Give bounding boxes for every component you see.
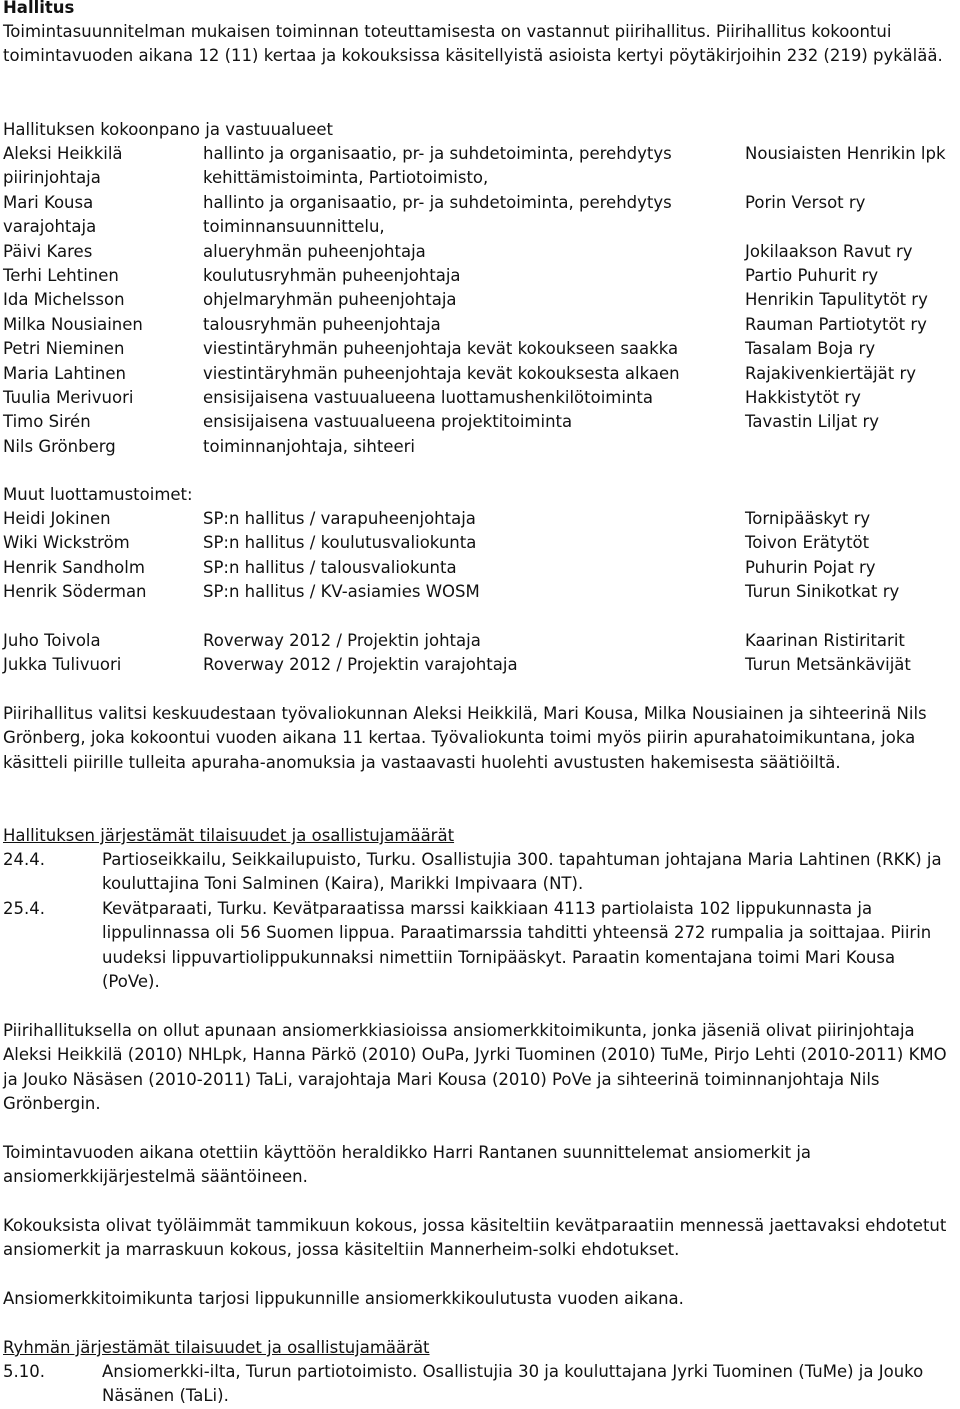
event-date: 25.4. (3, 898, 45, 918)
event-date: 24.4. (3, 850, 45, 869)
board-row (3, 337, 958, 361)
member-group: Rauman Partiotytöt ry (745, 314, 927, 334)
board-table (3, 142, 958, 459)
meetings-paragraph: Kokouksista olivat työläimmät tammikuun kokous, jossa käsiteltiin kevätparaatiin mennessä jaettavaksi ehdotetut ansiomerkit ja marraskuun kokous, jossa käsiteltiin Mannerheim-solki ehdotukset. (3, 1216, 947, 1260)
member-name: Mari Kousa (3, 192, 94, 212)
board-row (3, 191, 958, 215)
event-date: 5.10. (3, 1362, 45, 1381)
board-heading: Hallituksen kokoonpano ja vastuualueet (3, 120, 333, 139)
board-row (3, 215, 958, 239)
member-name: Terhi Lehtinen (3, 265, 119, 285)
position-row (3, 653, 958, 677)
board-row (3, 166, 958, 190)
event-item (3, 848, 958, 897)
position-row (3, 629, 958, 653)
member-role: viestintäryhmän puheenjohtaja kevät kokouksesta alkaen (203, 363, 680, 383)
member-group: Porin Versot ry (745, 192, 866, 212)
member-name: Maria Lahtinen (3, 363, 126, 383)
member-group: Turun Sinikotkat ry (745, 582, 900, 602)
member-role: koulutusryhmän puheenjohtaja (203, 265, 461, 285)
member-role: ohjelmaryhmän puheenjohtaja (203, 290, 457, 310)
member-role: toiminnanjohtaja, sihteeri (203, 436, 415, 456)
member-role: Roverway 2012 / Projektin varajohtaja (203, 655, 518, 675)
member-group: Nousiaisten Henrikin lpk (745, 144, 946, 163)
event-text: Partioseikkailu, Seikkailupuisto, Turku. Osallistujia 300. tapahtuman johtajana Maria Lahtinen (RKK) ja kouluttajina Toni Salminen (Kaira), Marikki Impivaara (NT). (102, 850, 942, 894)
board-row (3, 142, 958, 166)
member-name: Tuulia Merivuori (3, 387, 134, 407)
member-role: Roverway 2012 / Projektin johtaja (203, 631, 481, 650)
member-group: Hakkistytöt ry (745, 387, 861, 407)
member-name: Aleksi Heikkilä (3, 144, 123, 163)
group-events-list (3, 1360, 958, 1409)
member-role: SP:n hallitus / talousvaliokunta (203, 557, 457, 577)
member-role: toiminnansuunnittelu, (203, 217, 385, 237)
member-role: viestintäryhmän puheenjohtaja kevät kokoukseen saakka (203, 339, 679, 359)
member-name: Henrik Söderman (3, 582, 147, 602)
roverway-table (3, 629, 958, 678)
member-role: alueryhmän puheenjohtaja (203, 241, 426, 261)
board-row (3, 410, 958, 434)
member-name: Jukka Tulivuori (3, 655, 122, 675)
other-positions-table (3, 507, 958, 605)
position-row (3, 507, 958, 531)
member-role: talousryhmän puheenjohtaja (203, 314, 441, 334)
member-role: hallinto ja organisaatio, pr- ja suhdetoiminta, perehdytys (203, 192, 672, 212)
event-text: Kevätparaati, Turku. Kevätparaatissa marssi kaikkiaan 4113 partiolaista 102 lippukunnasta ja lippulinnassa oli 56 Suomen lippua. Paraatimarssia tahditti yhteensä 272 rumpalia ja soittajaa. Piirin uudeksi lippuvartiolippukunnaksi nimettiin Tornipääskyt. Paraatin komentajana toimi Mari Kousa (PoVe). (102, 898, 932, 992)
member-name: Juho Toivola (3, 631, 101, 650)
member-role: ensisijaisena vastuualueena luottamushenkilötoiminta (203, 387, 653, 407)
member-role: hallinto ja organisaatio, pr- ja suhdetoiminta, perehdytys (203, 144, 672, 163)
group-events-heading: Ryhmän järjestämät tilaisuudet ja osallistujamäärät (3, 1338, 430, 1357)
board-row (3, 435, 958, 459)
committee-paragraph: Piirihallitus valitsi keskuudestaan työvaliokunnan Aleksi Heikkilä, Mari Kousa, Milka Nousiainen ja sihteerinä Nils Grönberg, joka kokoontui vuoden aikana 11 kertaa. Työvaliokunta toimi myös piirin apurahatoimikuntana, joka käsitteli piirille tulleita apuraha-anomuksia ja vastaavasti huolehti avustusten hakemisesta säätiöiltä. (3, 704, 927, 772)
member-name: Henrik Sandholm (3, 557, 145, 577)
intro-paragraph: Toimintasuunnitelman mukaisen toiminnan toteuttamisesta on vastannut piirihallitus. Piirihallitus kokoontui toimintavuoden aikana 12 (11) kertaa ja kokouksissa käsitellyistä asioista kertyi pöytäkirjoihin 232 (219) pykälää. (3, 22, 943, 66)
board-row (3, 313, 958, 337)
member-role: SP:n hallitus / KV-asiamies WOSM (203, 582, 480, 602)
member-name: Nils Grönberg (3, 436, 116, 456)
event-item (3, 897, 958, 995)
member-group: Jokilaakson Ravut ry (745, 241, 913, 261)
event-item (3, 1360, 958, 1409)
member-group: Toivon Erätytöt (745, 533, 870, 553)
member-name: Timo Sirén (3, 412, 91, 432)
board-row (3, 264, 958, 288)
member-group: Tornipääskyt ry (745, 509, 871, 528)
member-name: varajohtaja (3, 217, 97, 237)
events-heading: Hallituksen järjestämät tilaisuudet ja osallistujamäärät (3, 826, 455, 845)
board-row (3, 362, 958, 386)
member-group: Partio Puhurit ry (745, 265, 879, 285)
position-row (3, 556, 958, 580)
section-heading: Hallitus (3, 0, 75, 17)
member-name: Päivi Kares (3, 241, 93, 261)
member-role: kehittämistoiminta, Partiotoimisto, (203, 168, 489, 188)
member-group: Kaarinan Ristiritarit (745, 631, 905, 650)
event-text: Ansiomerkki-ilta, Turun partiotoimisto. Osallistujia 30 ja kouluttajana Jyrki Tuominen (TuMe) ja Jouko Näsänen (TaLi). (102, 1362, 924, 1406)
member-name: Heidi Jokinen (3, 509, 111, 528)
member-name: Milka Nousiainen (3, 314, 143, 334)
board-row (3, 386, 958, 410)
member-name: Ida Michelsson (3, 290, 125, 310)
position-row (3, 580, 958, 604)
other-positions-heading: Muut luottamustoimet: (3, 485, 193, 504)
member-group: Henrikin Tapulitytöt ry (745, 290, 928, 310)
training-paragraph: Ansiomerkkitoimikunta tarjosi lippukunnille ansiomerkkikoulutusta vuoden aikana. (3, 1289, 684, 1308)
member-name: Petri Nieminen (3, 339, 125, 359)
position-row (3, 531, 958, 555)
member-role: SP:n hallitus / koulutusvaliokunta (203, 533, 477, 553)
member-group: Rajakivenkiertäjät ry (745, 363, 917, 383)
member-group: Tavastin Liljat ry (745, 412, 880, 432)
member-role: SP:n hallitus / varapuheenjohtaja (203, 509, 476, 528)
member-role: ensisijaisena vastuualueena projektitoiminta (203, 412, 573, 432)
events-list (3, 848, 958, 994)
member-name: Wiki Wickström (3, 533, 130, 553)
member-group: Puhurin Pojat ry (745, 557, 876, 577)
board-row (3, 240, 958, 264)
badge-committee-paragraph: Piirihallituksella on ollut apunaan ansiomerkkiasioissa ansiomerkkitoimikunta, jonka jäseniä olivat piirinjohtaja Aleksi Heikkilä (2010) NHLpk, Hanna Pärkö (2010) OuPa, Jyrki Tuominen (2010) TuMe, Pirjo Lehti (2010-2011) KMO ja Jouko Näsäsen (2010-2011) TaLi, varajohtaja Mari Kousa (2010) PoVe ja sihteerinä toiminnanjohtaja Nils Grönbergin. (3, 1021, 947, 1114)
member-name: piirinjohtaja (3, 168, 101, 188)
heraldry-paragraph: Toimintavuoden aikana otettiin käyttöön heraldikko Harri Rantanen suunnittelemat ansiomerkit ja ansiomerkkijärjestelmä sääntöineen. (3, 1143, 812, 1187)
board-row (3, 288, 958, 312)
member-group: Turun Metsänkävijät (745, 655, 911, 675)
member-group: Tasalam Boja ry (745, 339, 876, 359)
